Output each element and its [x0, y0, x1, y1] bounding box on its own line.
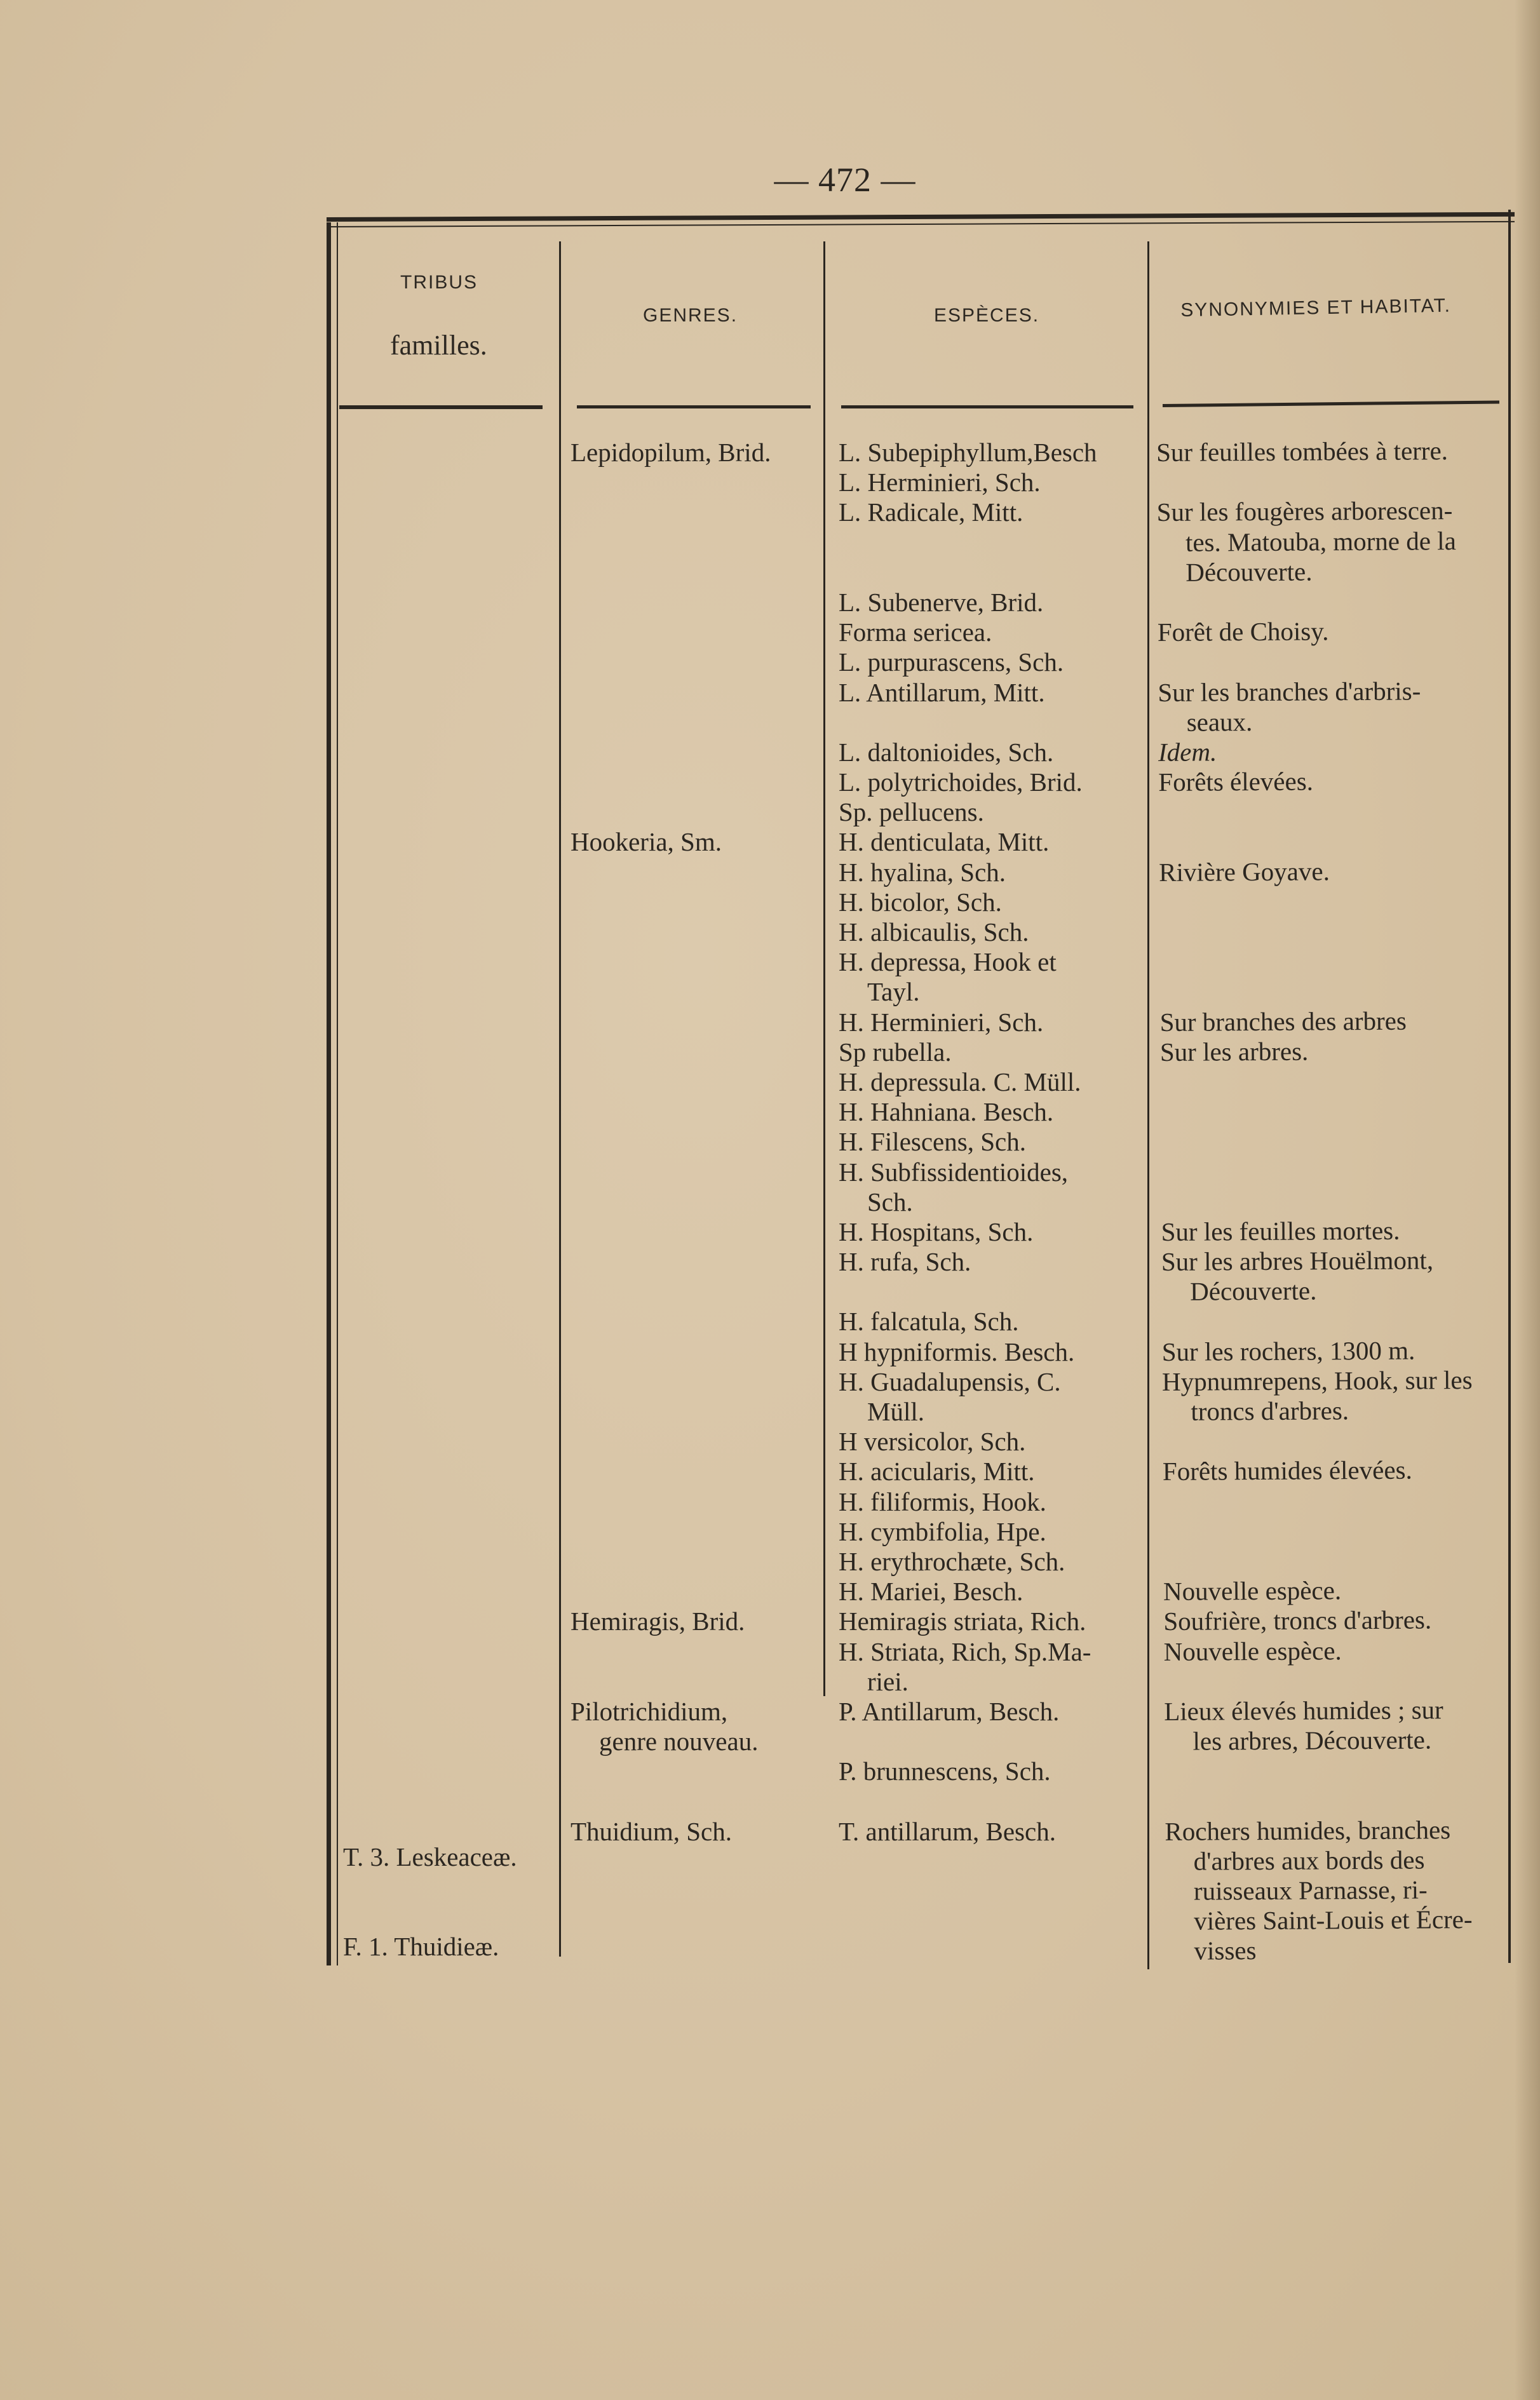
habitat-entry: tes. Matouba, morne de la	[1185, 525, 1456, 557]
habitat-entry: d'arbres aux bords des	[1193, 1845, 1425, 1876]
genre-entry: Thuidium, Sch.	[571, 1816, 732, 1846]
col-divider-habitat	[1147, 241, 1149, 1969]
habitat-entry: Forêts élevées.	[1158, 766, 1314, 797]
header-tribus: TRIBUS	[400, 272, 478, 293]
blank-row	[1161, 1155, 1471, 1187]
blank-row	[571, 617, 771, 647]
blank-row	[1158, 645, 1468, 677]
espece-entry: L. Antillarum, Mitt.	[839, 677, 1045, 707]
blank-row	[571, 1157, 771, 1187]
header-rule-especes	[841, 405, 1133, 408]
habitat-entry: visses	[1194, 1936, 1257, 1966]
genre-entry: Pilotrichidium,	[571, 1696, 728, 1726]
blank-row	[1159, 945, 1470, 977]
espece-entry: Tayl.	[867, 977, 920, 1007]
top-rule-thin	[327, 221, 1515, 227]
col-divider-especes	[823, 241, 825, 1696]
espece-entry: L. daltonioides, Sch.	[839, 737, 1054, 767]
blank-row	[839, 1277, 1097, 1307]
blank-row	[1159, 825, 1469, 857]
blank-row	[571, 1097, 771, 1127]
blank-row	[1163, 1545, 1474, 1577]
blank-row	[839, 558, 1097, 588]
header-especes: ESPÈCES.	[934, 305, 1040, 326]
blank-row	[571, 1577, 771, 1607]
blank-row	[571, 887, 771, 917]
blank-row	[571, 858, 771, 887]
blank-row	[1159, 975, 1470, 1007]
blank-row	[571, 1756, 771, 1786]
espece-entry: riei.	[867, 1666, 908, 1696]
espece-entry: H. depressula. C. Müll.	[839, 1067, 1081, 1096]
blank-row	[1165, 1755, 1475, 1786]
tribus-line: F. 1. Thuidieæ.	[343, 1932, 499, 1961]
especes-column	[839, 438, 1097, 1847]
blank-row	[1159, 886, 1469, 917]
blank-row	[1163, 1425, 1473, 1457]
tribus-column	[343, 1783, 517, 1992]
genre-entry: Lepidopilum, Brid.	[571, 438, 771, 467]
blank-row	[571, 1277, 771, 1307]
blank-row	[571, 1786, 771, 1816]
espece-entry: H. Hospitans, Sch.	[839, 1217, 1034, 1246]
header-genres: GENRES.	[643, 305, 738, 326]
espece-entry: L. purpurascens, Sch.	[839, 647, 1064, 677]
blank-row	[571, 1427, 771, 1457]
habitat-entry: Rochers humides, branches	[1165, 1814, 1451, 1846]
habitat-entry: Découverte.	[1185, 556, 1313, 587]
espece-entry: T. antillarum, Besch.	[839, 1816, 1056, 1846]
habitat-entry: Hypnumrepens, Hook, sur les	[1161, 1365, 1473, 1396]
espece-entry: L. Subepiphyllum,Besch	[839, 438, 1097, 467]
blank-row	[571, 797, 771, 827]
habitat-entry: Sur les rochers, 1300 m.	[1161, 1335, 1415, 1366]
habitat-entry: Sur les branches d'arbris-	[1158, 675, 1421, 707]
espece-entry: Forma sericea.	[839, 617, 992, 647]
espece-entry: H. acicularis, Mitt.	[839, 1457, 1035, 1487]
espece-entry: Sch.	[867, 1187, 913, 1217]
espece-entry: Hemiragis striata, Rich.	[839, 1607, 1086, 1636]
page-edge-shadow	[1515, 0, 1540, 2400]
blank-row	[571, 917, 771, 947]
habitat-entry: Sur les arbres.	[1159, 1036, 1309, 1067]
blank-row	[571, 678, 771, 708]
habitat-entry: Forêts humides élevées.	[1162, 1455, 1412, 1487]
espece-entry: H. Guadalupensis, C.	[839, 1366, 1061, 1396]
habitat-entry: Sur les feuilles mortes.	[1161, 1215, 1400, 1246]
habitat-entry: vières Saint-Louis et Écre-	[1194, 1904, 1473, 1936]
header-rule-tribus	[339, 405, 543, 409]
right-border	[1508, 210, 1511, 1963]
habitat-entry: Sur les fougères arborescen-	[1156, 496, 1453, 527]
blank-row	[571, 528, 771, 558]
habitat-entry: Sur feuilles tombées à terre.	[1156, 436, 1449, 467]
blank-row	[571, 1037, 771, 1067]
col-divider-genres	[559, 241, 561, 1957]
tribus-line: T. 3. Leskeaceæ.	[343, 1842, 517, 1871]
espece-entry: L. Radicale, Mitt.	[839, 497, 1023, 527]
habitat-entry: ruisseaux Parnasse, ri-	[1193, 1875, 1428, 1906]
blank-row	[571, 1067, 771, 1097]
blank-row	[571, 1637, 771, 1667]
habitat-entry: Lieux élevés humides ; sur	[1164, 1695, 1443, 1726]
blank-row	[571, 1397, 771, 1427]
habitat-entry: Nouvelle espèce.	[1163, 1575, 1342, 1607]
blank-row	[1164, 1665, 1475, 1697]
blank-row	[571, 1187, 771, 1217]
blank-row	[1157, 586, 1468, 617]
page-number: — 472 —	[774, 161, 916, 199]
blank-row	[571, 767, 771, 797]
espece-entry: H. bicolor, Sch.	[839, 887, 1002, 917]
blank-row	[1156, 466, 1467, 497]
espece-entry: H. denticulata, Mitt.	[839, 827, 1050, 857]
habitat-entry: Nouvelle espèce.	[1163, 1635, 1342, 1666]
blank-row	[571, 588, 771, 617]
blank-row	[571, 1457, 771, 1487]
header-rule-habitat	[1163, 400, 1499, 407]
blank-row	[1159, 915, 1470, 947]
espece-entry: H. Mariei, Besch.	[839, 1577, 1023, 1607]
espece-entry: H hypniformis. Besch.	[839, 1337, 1075, 1366]
blank-row	[1163, 1515, 1473, 1547]
espece-entry: H versicolor, Sch.	[839, 1427, 1026, 1457]
blank-row	[1161, 1185, 1471, 1217]
blank-row	[1163, 1485, 1473, 1517]
blank-row	[1160, 1065, 1471, 1097]
espece-entry: H. filiformis, Hook.	[839, 1487, 1046, 1516]
blank-row	[571, 1367, 771, 1397]
blank-row	[571, 947, 771, 977]
blank-row	[1161, 1125, 1471, 1157]
espece-entry: H. Hahniana. Besch.	[839, 1097, 1054, 1127]
genre-entry: Hemiragis, Brid.	[571, 1607, 745, 1636]
espece-entry: H. albicaulis, Sch.	[839, 917, 1029, 947]
blank-row	[571, 1517, 771, 1547]
espece-entry: H. Herminieri, Sch.	[839, 1007, 1044, 1037]
espece-entry: P. brunnescens, Sch.	[839, 1756, 1051, 1786]
blank-row	[839, 528, 1097, 558]
espece-entry: P. Antillarum, Besch.	[839, 1696, 1060, 1726]
blank-row	[571, 977, 771, 1007]
espece-entry: L. Subenerve, Brid.	[839, 587, 1044, 617]
espece-entry: H. Striata, Rich, Sp.Ma-	[839, 1636, 1091, 1666]
genre-entry: Hookeria, Sm.	[571, 827, 722, 857]
espece-entry: H. depressa, Hook et	[839, 947, 1057, 977]
blank-row	[571, 497, 771, 527]
espece-entry: H. cymbifolia, Hpe.	[839, 1516, 1046, 1546]
habitat-entry: Rivière Goyave.	[1159, 856, 1330, 887]
espece-entry: L. Herminieri, Sch.	[839, 468, 1041, 497]
header-rule-genres	[577, 405, 811, 408]
blank-row	[1160, 1095, 1471, 1127]
blank-row	[571, 1337, 771, 1367]
espece-entry: H. rufa, Sch.	[839, 1247, 971, 1277]
left-border	[327, 222, 331, 1965]
blank-row	[571, 1487, 771, 1517]
blank-row	[571, 468, 771, 497]
espece-entry: H. Subfissidentioides,	[839, 1157, 1069, 1187]
espece-entry: H. hyalina, Sch.	[839, 857, 1006, 887]
blank-row	[571, 1547, 771, 1577]
blank-row	[571, 1307, 771, 1337]
espece-entry: Müll.	[867, 1397, 924, 1426]
habitat-entry: Sur branches des arbres	[1159, 1006, 1407, 1037]
blank-row	[571, 558, 771, 588]
blank-row	[571, 708, 771, 738]
blank-row	[1158, 795, 1469, 827]
espece-entry: H. Filescens, Sch.	[839, 1127, 1026, 1157]
blank-row	[1165, 1784, 1475, 1816]
habitat-entry: Sur les arbres Houëlmont,	[1161, 1245, 1434, 1277]
blank-row	[839, 708, 1097, 738]
genre-entry: genre nouveau.	[599, 1727, 759, 1756]
blank-row	[571, 1667, 771, 1697]
left-border-thin	[337, 222, 338, 1965]
blank-row	[571, 1247, 771, 1277]
habitat-column	[1156, 436, 1476, 1967]
blank-row	[571, 1217, 771, 1247]
top-rule	[327, 212, 1515, 222]
habitat-entry: Forêt de Choisy.	[1157, 616, 1329, 647]
blank-row	[571, 647, 771, 677]
header-familles: familles.	[390, 330, 487, 361]
genres-column	[571, 438, 771, 1847]
habitat-entry: Découverte.	[1190, 1276, 1317, 1306]
espece-entry: Sp. pellucens.	[839, 797, 984, 827]
blank-row	[839, 1786, 1097, 1816]
habitat-entry: les arbres, Découverte.	[1192, 1725, 1432, 1756]
blank-row	[571, 1008, 771, 1037]
habitat-entry: seaux.	[1186, 706, 1253, 737]
espece-entry: H. falcatula, Sch.	[839, 1307, 1019, 1337]
blank-row	[1161, 1305, 1472, 1337]
espece-entry: Sp rubella.	[839, 1037, 952, 1067]
header-synonymies: SYNONYMIES ET HABITAT.	[1180, 295, 1452, 321]
habitat-entry: Idem.	[1158, 737, 1217, 767]
blank-row	[571, 1127, 771, 1157]
habitat-entry: Soufrière, troncs d'arbres.	[1163, 1605, 1432, 1636]
blank-row	[571, 738, 771, 767]
espece-entry: L. polytrichoides, Brid.	[839, 767, 1083, 797]
espece-entry: H. erythrochæte, Sch.	[839, 1546, 1065, 1576]
habitat-entry: troncs d'arbres.	[1191, 1396, 1349, 1426]
blank-row	[839, 1727, 1097, 1756]
